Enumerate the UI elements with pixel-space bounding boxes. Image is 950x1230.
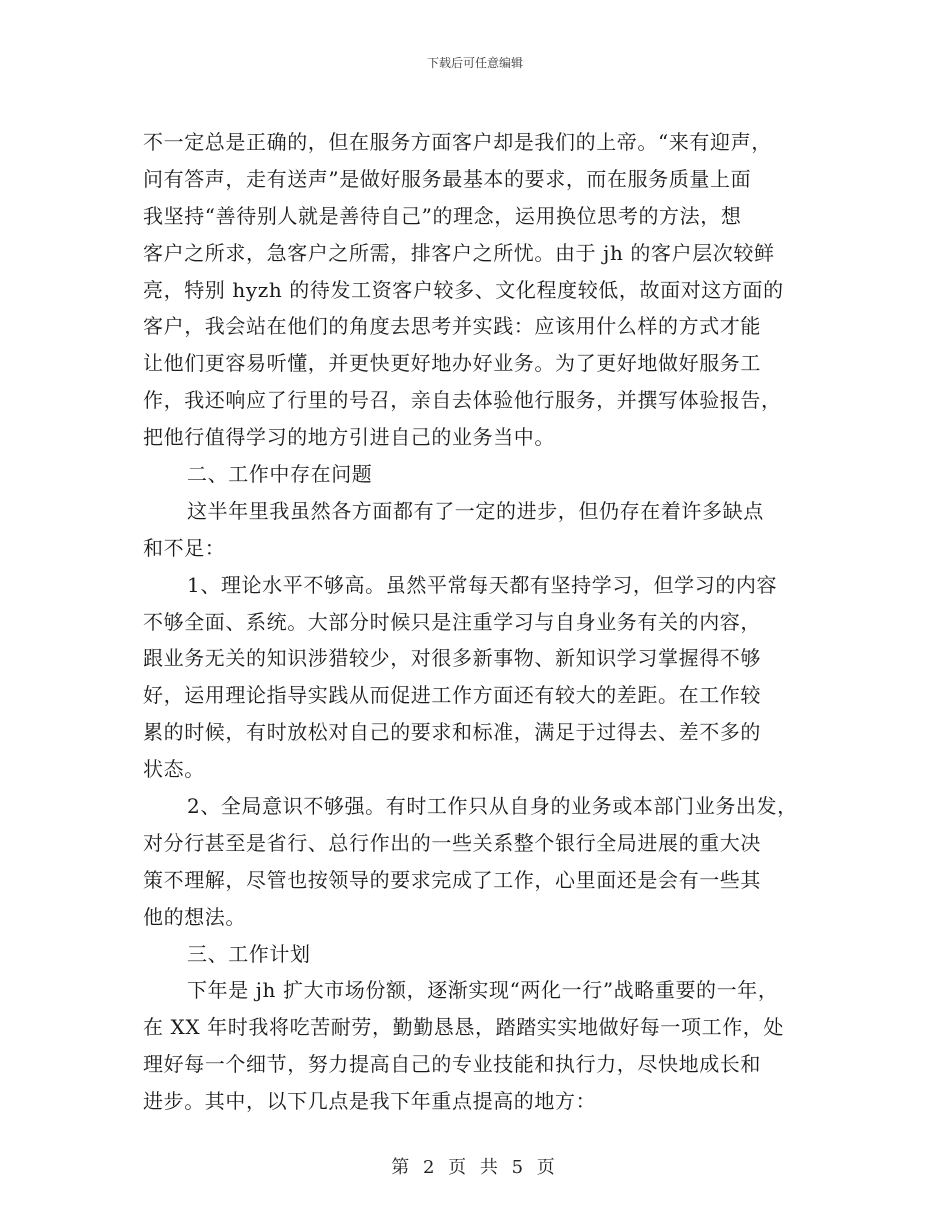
text-line: 不够全面、系统。大部分时候只是注重学习与自身业务有关的内容， [143,609,761,634]
text-line: 他的想法。 [143,904,246,929]
text-line: 跟业务无关的知识涉猎较少，对很多新事物、新知识学习掌握得不够 [143,646,761,671]
text-line: 状态。 [143,757,205,782]
text-line: 让他们更容易听懂，并更快更好地办好业务。为了更好地做好服务工 [143,351,761,376]
text-line: 对分行甚至是省行、总行作出的一些关系整个银行全局进展的重大决 [143,830,761,855]
text-line: 理好每一个细节，努力提高自己的专业技能和执行力，尽快地成长和 [143,1052,761,1077]
list-item-start-line: 1、理论水平不够高。虽然平常每天都有坚持学习，但学习的内容 [187,572,778,597]
text-line: 策不理解，尽管也按领导的要求完成了工作，心里面还是会有一些其 [143,867,761,892]
text-line: 亮，特别 hyzh 的待发工资客户较多、文化程度较低，故面对这方面的 [143,277,784,302]
text-line: 累的时候，有时放松对自己的要求和标准，满足于过得去、差不多的 [143,720,761,745]
text-line: 客户，我会站在他们的角度去思考并实践：应该用什么样的方式才能 [143,314,761,339]
text-line: 作，我还响应了行里的号召，亲自去体验他行服务，并撰写体验报告， [143,388,782,413]
paragraph-start-line: 这半年里我虽然各方面都有了一定的进步，但仍存在着许多缺点 [187,498,764,523]
text-line: 和不足： [143,535,226,560]
text-line: 好，运用理论指导实践从而促进工作方面还有较大的差距。在工作较 [143,683,761,708]
text-line: 在 XX 年时我将吃苦耐劳，勤勤恳恳，踏踏实实地做好每一项工作，处 [143,1015,784,1040]
text-line: 把他行值得学习的地方引进自己的业务当中。 [143,425,555,450]
text-line: 不一定总是正确的，但在服务方面客户却是我们的上帝。“来有迎声， [143,130,772,154]
text-line: 客户之所求，急客户之所需，排客户之所忧。由于 jh 的客户层次较鲜 [143,240,775,265]
section-heading-plan: 三、工作计划 [187,941,311,966]
document-body [143,124,823,1120]
text-line: 进步。其中，以下几点是我下年重点提高的地方： [143,1089,597,1114]
page-header: 下载后可任意编辑 [426,56,523,70]
section-heading-problems: 二、工作中存在问题 [187,462,373,487]
page-number: 第 2 页 共 5 页 [391,1157,559,1178]
text-line: 问有答声，走有送声”是做好服务最基本的要求，而在服务质量上面 [143,166,752,191]
list-item-start-line: 2、全局意识不够强。有时工作只从自身的业务或本部门业务出发， [187,794,798,819]
paragraph-start-line: 下年是 jh 扩大市场份额，逐渐实现“两化一行”战略重要的一年， [187,978,779,1003]
text-line: 我坚持“善待别人就是善待自己”的理念，运用换位思考的方法，想 [143,203,742,228]
